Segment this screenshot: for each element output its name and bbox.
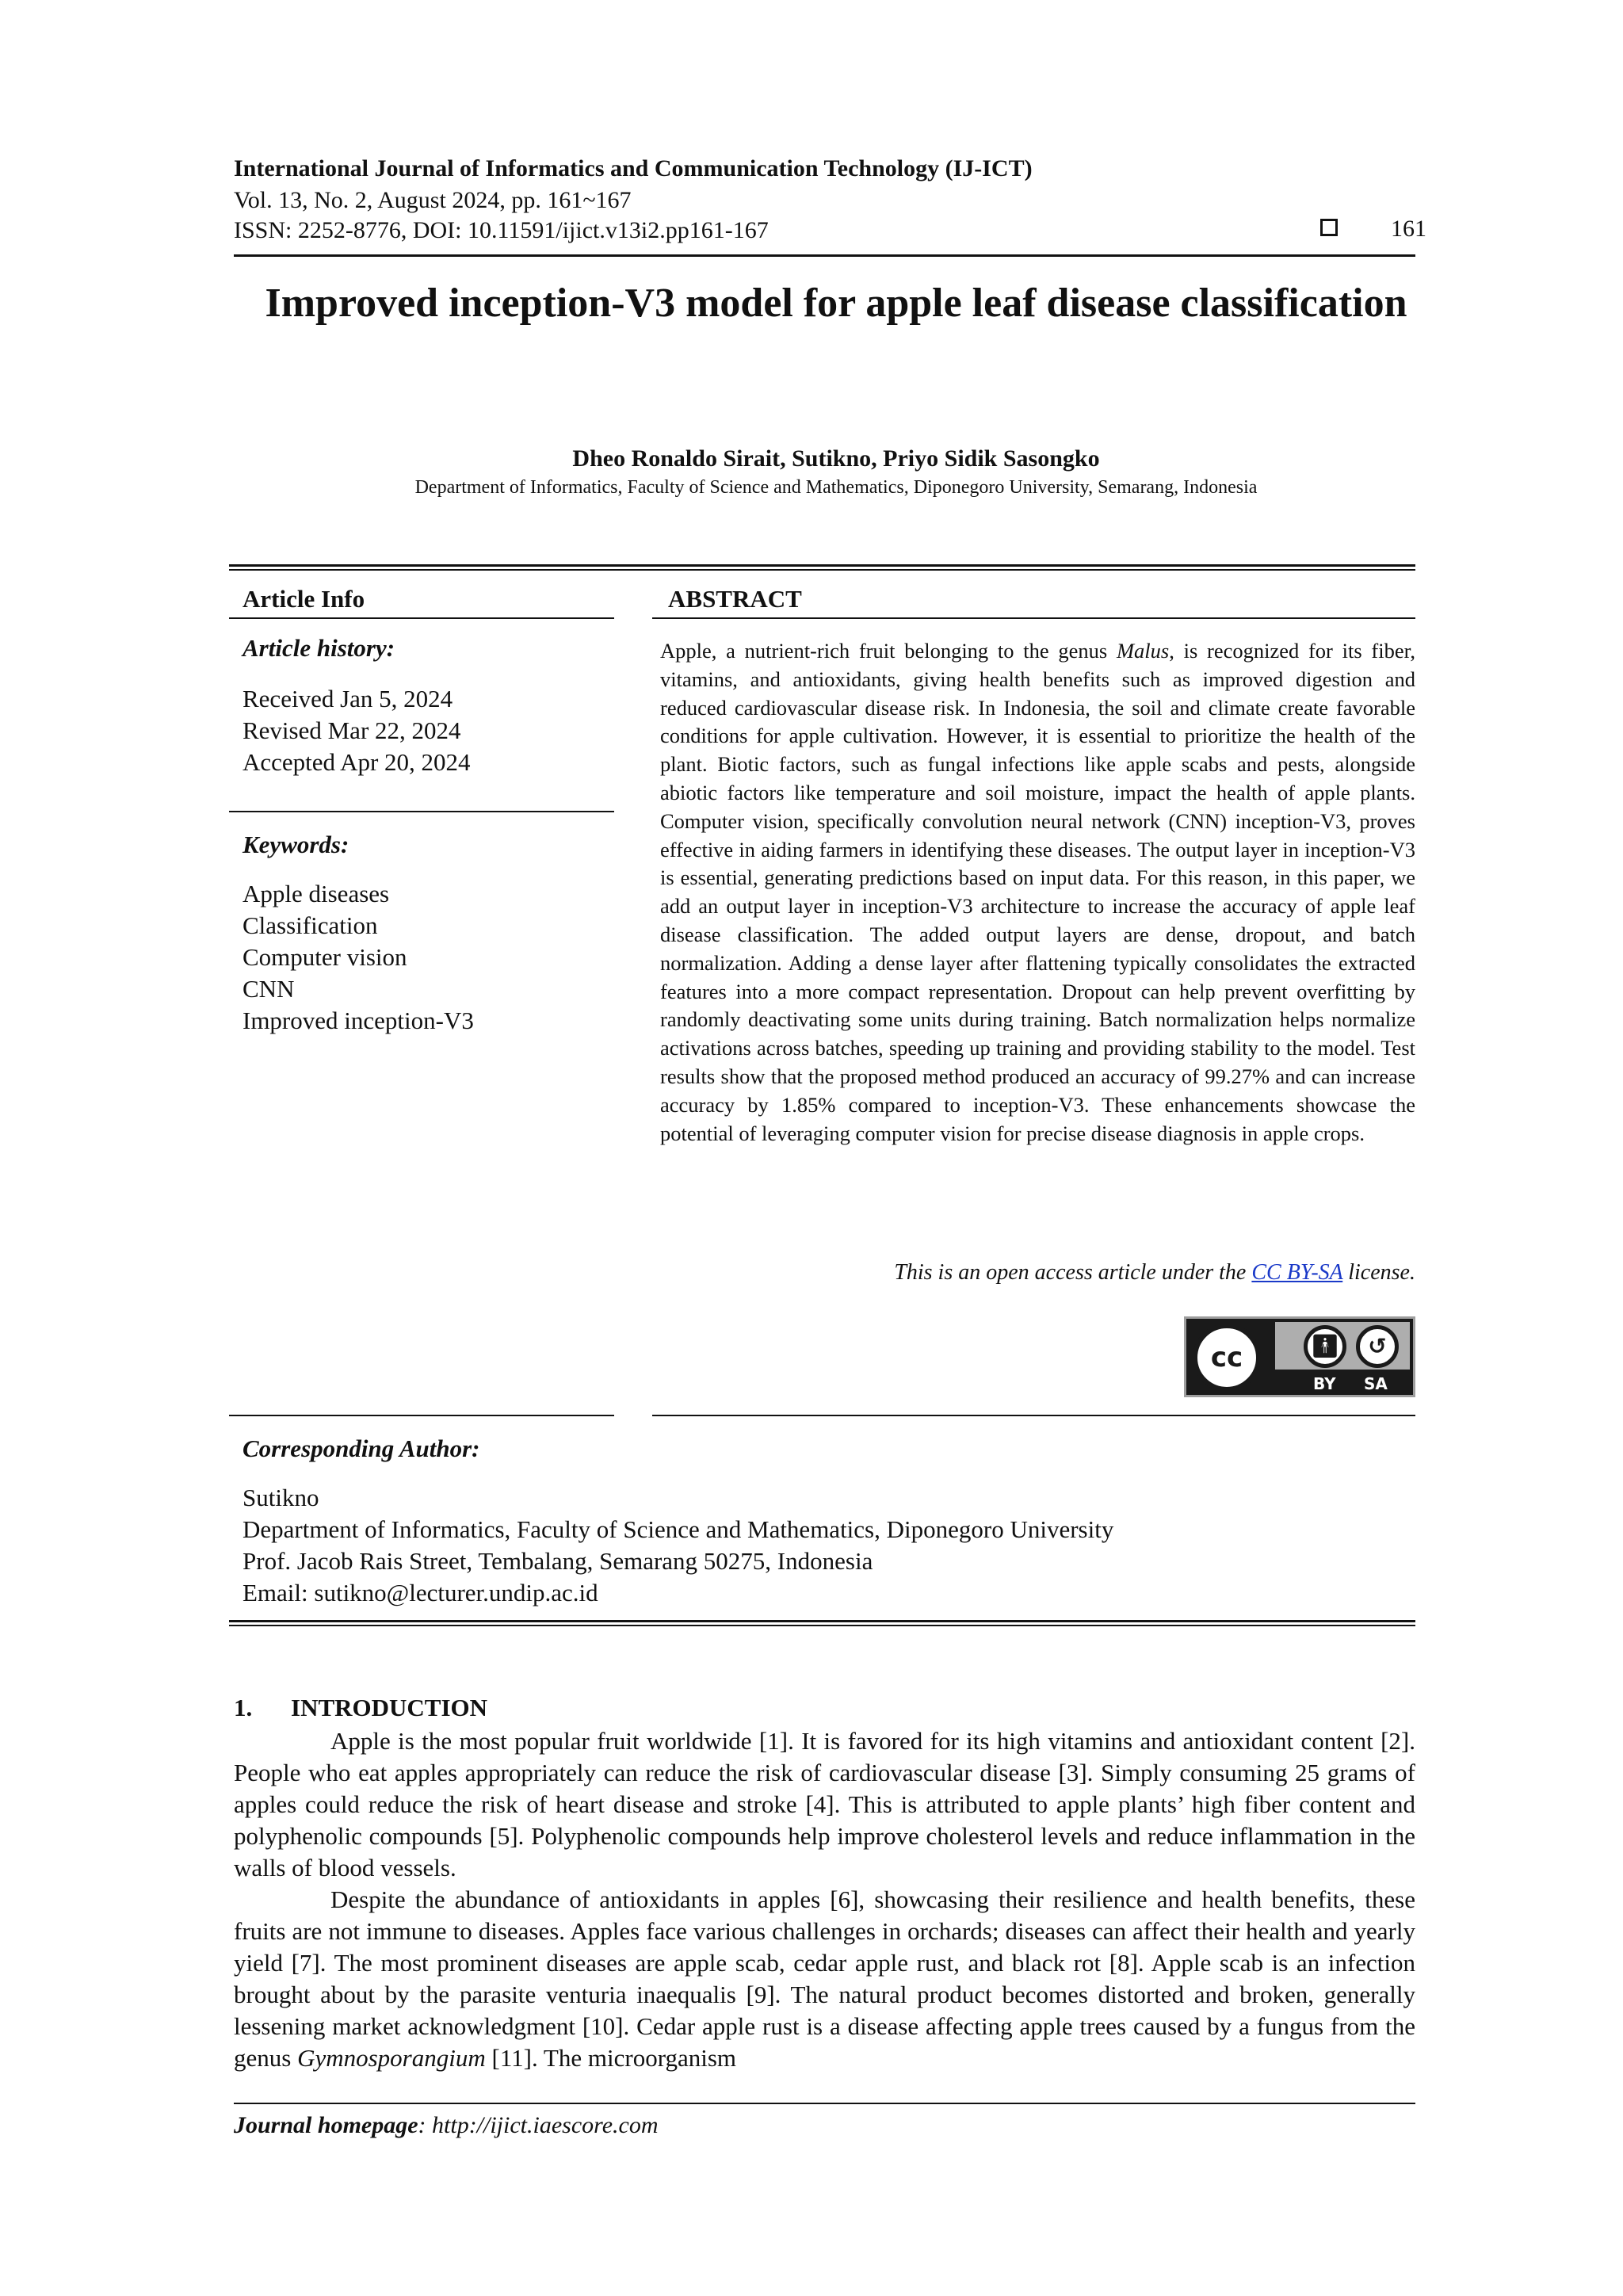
abstract-rule bbox=[652, 617, 1415, 619]
paragraph: Despite the abundance of antioxidants in apples [6], showcasing their resilience and health benefits, these fruits are not immune to diseases. Apples face various challenges in orchards; diseases can affect their health and yearly yield [7]. The most prominent diseases are apple scab, cedar apple rust, and black rot [8]. Apple scab is an infection brought about by the parasite venturia inaequalis [9]. The natural product becomes distorted and broken, generally lessening market acknowledgment [10]. Cedar apple rust is a disease affecting apple trees caused by a fungus from the genus Gymnosporangium [11]. The microorganism bbox=[234, 1885, 1415, 2072]
abstract-bottom-rule bbox=[652, 1415, 1415, 1416]
keyword-item: Apple diseases bbox=[242, 880, 390, 907]
corresponding-rule bbox=[229, 1620, 1415, 1622]
square-icon bbox=[1320, 219, 1338, 236]
homepage-url[interactable]: : http://ijict.iaescore.com bbox=[418, 2112, 659, 2138]
journal-name: International Journal of Informatics and Communication Technology (IJ-ICT) bbox=[234, 155, 1033, 181]
issn-line: ISSN: 2252-8776, DOI: 10.11591/ijict.v13i2.pp161-167 bbox=[234, 217, 769, 243]
corresponding-heading: Corresponding Author: bbox=[242, 1435, 480, 1462]
cc-by-sa-badge[interactable] bbox=[1184, 1316, 1415, 1397]
info-top-rule-2 bbox=[229, 569, 1415, 571]
genus-name: Gymnosporangium bbox=[297, 2044, 486, 2072]
keyword-item: CNN bbox=[242, 975, 295, 1003]
open-access-notice: This is an open access article under the CC BY-SA license. bbox=[894, 1260, 1415, 1285]
footer-rule bbox=[234, 2103, 1415, 2104]
corresponding-rule-2 bbox=[229, 1625, 1415, 1626]
keyword-item: Computer vision bbox=[242, 943, 407, 971]
article-info-heading: Article Info bbox=[242, 585, 365, 613]
corresponding-dept: Department of Informatics, Faculty of Science and Mathematics, Diponegoro University bbox=[242, 1515, 1114, 1543]
paper-title: Improved inception-V3 model for apple leaf disease classification bbox=[265, 281, 1407, 326]
introduction-body bbox=[234, 1725, 1415, 2074]
article-info-rule bbox=[229, 617, 614, 619]
genus-name: Malus bbox=[1116, 639, 1170, 663]
section-heading: 1. INTRODUCTION bbox=[234, 1694, 488, 1721]
by-label: BY bbox=[1313, 1374, 1336, 1393]
keywords-rule bbox=[229, 811, 614, 812]
page-number: 161 bbox=[1391, 216, 1426, 242]
cc-by-sa-link[interactable]: CC BY-SA bbox=[1251, 1260, 1343, 1285]
corresponding-email: Email: sutikno@lecturer.undip.ac.id bbox=[242, 1579, 598, 1606]
abstract-heading: ABSTRACT bbox=[668, 585, 802, 613]
header-rule bbox=[234, 254, 1415, 257]
paragraph: Apple is the most popular fruit worldwide [1]. It is favored for its high vitamins and antioxidant content [2]. People who eat apples appropriately can reduce the risk of cardiovascular disease [3]. Simply consuming 25 grams of apples could reduce the risk of heart disease and stroke [4]. This is attributed to apple plants’ high fiber content and polyphenolic compounds [5]. Polyphenolic compounds help improve cholesterol levels and reduce inflammation in the walls of blood vessels. bbox=[234, 1727, 1415, 1881]
info-top-rule bbox=[229, 564, 1415, 567]
sa-label: SA bbox=[1364, 1374, 1388, 1393]
article-history-heading: Article history: bbox=[242, 634, 395, 662]
keywords-heading: Keywords: bbox=[242, 831, 349, 858]
corresponding-address: Prof. Jacob Rais Street, Tembalang, Semarang 50275, Indonesia bbox=[242, 1547, 873, 1575]
volume-line: Vol. 13, No. 2, August 2024, pp. 161~167 bbox=[234, 187, 632, 213]
keyword-item: Improved inception-V3 bbox=[242, 1007, 474, 1034]
keyword-item: Classification bbox=[242, 911, 378, 939]
authors: Dheo Ronaldo Sirait, Sutikno, Priyo Sidik Sasongko bbox=[572, 445, 1100, 472]
abstract-text: Apple, a nutrient-rich fruit belonging to the genus Malus, is recognized for its fiber, vitamins, and antioxidants, giving health benefits such as improved digestion and reduced cardiovascular disease risk. In Indonesia, the soil and climate create favorable conditions for apple cultivation. However, it is essential to prioritize the health of the plant. Biotic factors, such as fungal infections like apple scabs and pests, alongside abiotic factors like temperature and soil moisture, impact the health of apple plants. Computer vision, specifically convolution neural network (CNN) inception-V3, proves effective in aiding farmers in identifying these diseases. The output layer in inception-V3 is essential, generating predictions based on input data. For this reason, in this paper, we add an output layer in inception-V3 architecture to increase the accuracy of apple leaf disease classification. The added output layers are dense, dropout, and batch normalization. Adding a dense layer after flattening typically consolidates the extracted features into a more compact representation. Dropout can help prevent overfitting by randomly deactivating some units during training. Batch normalization helps normalize activations across batches, speeding up training and providing stability to the model. Test results show that the proposed method produced an accuracy of 99.27% and can increase accuracy by 1.85% compared to inception-V3. These enhancements showcase the potential of leveraging computer vision for precise disease diagnosis in apple crops. bbox=[660, 639, 1415, 1145]
revised-date: Revised Mar 22, 2024 bbox=[242, 716, 461, 744]
corresponding-name: Sutikno bbox=[242, 1484, 319, 1511]
journal-homepage: Journal homepage: http://ijict.iaescore.com bbox=[234, 2112, 659, 2138]
received-date: Received Jan 5, 2024 bbox=[242, 685, 453, 712]
info-bottom-rule bbox=[229, 1415, 614, 1416]
cc-icon: cc bbox=[1193, 1324, 1261, 1392]
accepted-date: Accepted Apr 20, 2024 bbox=[242, 748, 471, 776]
attribution-icon: 🚹︎ bbox=[1304, 1325, 1346, 1368]
share-alike-icon: ↺ bbox=[1356, 1325, 1399, 1368]
affiliation: Department of Informatics, Faculty of Science and Mathematics, Diponegoro University, Semarang, Indonesia bbox=[414, 477, 1258, 498]
